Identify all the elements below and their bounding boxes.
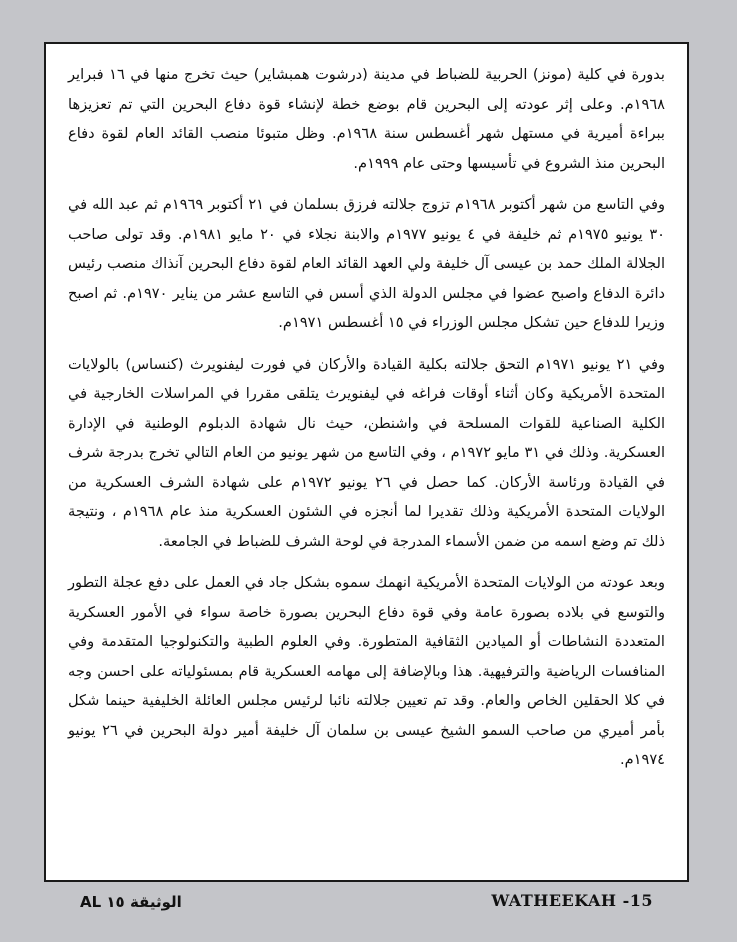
paragraph-2: وفي التاسع من شهر أكتوبر ١٩٦٨م تزوج جلالته فرزق بسلمان في ٢١ أكتوبر ١٩٦٩م ثم عبد الله في ٣٠ يونيو ١٩٧٥م ثم خليفة في ٤ يونيو ١٩٧٧م والابنة نجلاء في ٢٠ مايو ١٩٨١م. وقد تولى صاحب الجلالة الملك حمد بن عيسى آل خليفة ولي العهد القائد العام لقوة دفاع البحرين آنذاك منصب رئيس دائرة الدفاع واصبح عضوا في مجلس الدولة الذي أسس في التاسع عشر من يناير ١٩٧٠م. ثم اصبح وزيرا للدفاع حين تشكل مجلس الوزراء في ١٥ أغسطس ١٩٧١م. bbox=[68, 196, 666, 331]
paragraph-3: وفي ٢١ يونيو ١٩٧١م التحق جلالته بكلية القيادة والأركان في فورت ليفنويرث (كنساس) بالولايات المتحدة الأمريكية وكان أثناء أوقات فراغه في ليفنويرث يتلقى مقررا في المراسلات الخارجية في الكلية الصناعية للقوات المسلحة في واشنطن، حيث نال شهادة الدبلوم الوطنية في الإدارة العسكرية. وذلك في ٣١ مايو ١٩٧٢م ، وفي التاسع من شهر يونيو من العام التالي تخرج بدرجة شرف في القيادة ورئاسة الأركان. كما حصل في ٢٦ يونيو ١٩٧٢م على شهادة الشرف العسكرية من الولايات المتحدة الأمريكية وذلك تقديرا لما أنجزه في الشئون العسكرية منذ عام ١٩٦٨م ، ونتيجة ذلك تم وضع اسمه من ضمن الأسماء المدرجة في لوحة الشرف للضباط في الجامعة. bbox=[68, 355, 665, 550]
page-frame bbox=[44, 42, 689, 882]
paragraph-4: وبعد عودته من الولايات المتحدة الأمريكية انهمك سموه بشكل جاد في العمل على دفع عجلة التطور والتوسع في بلاده بصورة عامة وفي قوة دفاع البحرين بصورة خاصة سواء في الأمور العسكرية المتعددة النشاطات أو الميادين الثقافية المتطورة. وفي العلوم الطبية والتكنولوجيا المتقدمة وفي المنافسات الرياضية والترفيهية. هذا وبالإضافة إلى مهامه العسكرية قام بمسئولياته على احسن وجه في كلا الحقلين الخاص والعام. وقد تم تعيين جلالته نائبا لرئيس مجلس العائلة الخليفية حينما شكل بأمر أميري من صاحب السمو الشيخ عيسى بن سلمان آل خليفة أمير دولة البحرين في ٢٦ يونيو ١٩٧٤م. bbox=[68, 574, 665, 768]
article-body bbox=[68, 60, 665, 864]
footer-english-page-label: WATHEEKAH -15 bbox=[491, 891, 653, 910]
footer-arabic-page-label: الوثيقة ١٥ AL bbox=[80, 893, 182, 911]
paragraph-1: بدورة في كلية (مونز) الحربية للضباط في مدينة (درشوت همبشاير) حيث تخرج منها في ١٦ فبراير ١٩٦٨م. وعلى إثر عودته إلى البحرين قام بوضع خطة لإنشاء قوة دفاع البحرين التي تم تعزيزها ببراءة أميرية في مستهل شهر أغسطس سنة ١٩٦٨م. وظل متبوئا منصب القائد العام لقوة دفاع البحرين منذ الشروع في تأسيسها وحتى عام ١٩٩٩م. bbox=[68, 66, 665, 172]
